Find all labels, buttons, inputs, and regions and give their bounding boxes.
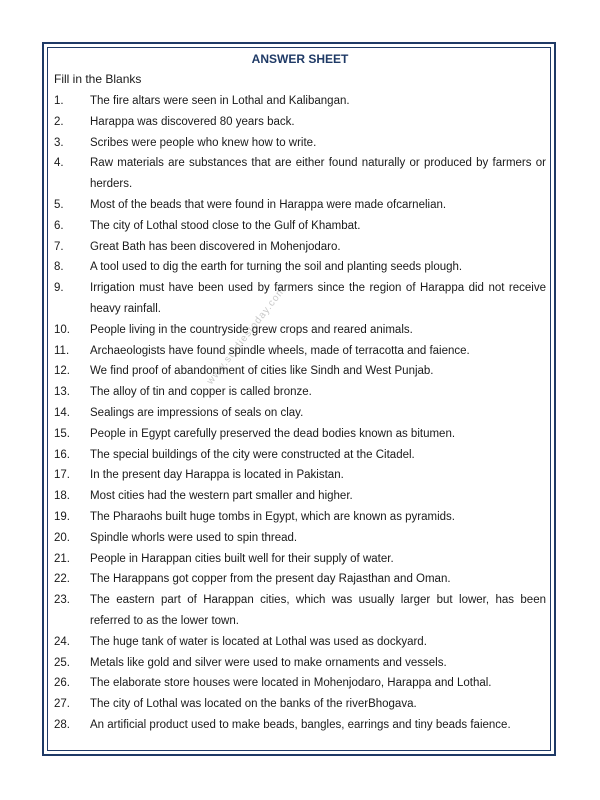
item-number: 3. bbox=[54, 136, 64, 149]
item-number: 24. bbox=[54, 635, 70, 648]
item-text: The Harappans got copper from the present day Rajasthan and Oman. bbox=[90, 573, 451, 586]
item-number: 14. bbox=[54, 406, 70, 419]
list-item bbox=[54, 91, 546, 112]
item-number: 23. bbox=[54, 594, 70, 607]
item-number: 15. bbox=[54, 427, 70, 440]
item-text: The elaborate store houses were located in Mohenjodaro, Harappa and Lothal. bbox=[90, 677, 492, 690]
item-number: 28. bbox=[54, 718, 70, 731]
list-item bbox=[54, 569, 546, 590]
answer-list bbox=[54, 91, 546, 736]
list-item bbox=[54, 341, 546, 362]
list-item bbox=[54, 153, 546, 195]
list-item bbox=[54, 361, 546, 382]
item-number: 20. bbox=[54, 531, 70, 544]
item-text: Harappa was discovered 80 years back. bbox=[90, 115, 295, 128]
list-item bbox=[54, 486, 546, 507]
item-text: The Pharaohs built huge tombs in Egypt, which are known as pyramids. bbox=[90, 510, 455, 523]
item-text: The special buildings of the city were constructed at the Citadel. bbox=[90, 448, 415, 461]
item-text: Sealings are impressions of seals on clay. bbox=[90, 406, 304, 419]
item-number: 2. bbox=[54, 115, 64, 128]
item-number: 25. bbox=[54, 656, 70, 669]
item-text: The city of Lothal stood close to the Gulf of Khambat. bbox=[90, 219, 361, 232]
item-text: Most of the beads that were found in Harappa were made ofcarnelian. bbox=[90, 198, 447, 211]
item-number: 19. bbox=[54, 510, 70, 523]
item-text: Most cities had the western part smaller and higher. bbox=[90, 490, 353, 503]
list-item bbox=[54, 424, 546, 445]
list-item bbox=[54, 673, 546, 694]
item-text: People living in the countryside grew crops and reared animals. bbox=[90, 323, 413, 336]
item-text: The fire altars were seen in Lothal and Kalibangan. bbox=[90, 95, 350, 107]
item-number: 18. bbox=[54, 490, 70, 503]
item-number: 11. bbox=[54, 344, 70, 357]
item-number: 26. bbox=[54, 677, 70, 690]
list-item bbox=[54, 590, 546, 632]
item-number: 7. bbox=[54, 240, 64, 253]
sheet-title: ANSWER SHEET bbox=[251, 52, 349, 66]
item-text: Archaeologists have found spindle wheels, made of terracotta and faience. bbox=[90, 344, 470, 357]
item-number: 12. bbox=[54, 365, 70, 378]
list-item bbox=[54, 257, 546, 278]
item-text: The alloy of tin and copper is called bronze. bbox=[90, 386, 312, 399]
item-number: 1. bbox=[54, 95, 64, 107]
list-item bbox=[54, 632, 546, 653]
list-item bbox=[54, 112, 546, 133]
item-text: Spindle whorls were used to spin thread. bbox=[90, 531, 298, 544]
item-text: The eastern part of Harappan cities, which was usually larger but lower, has been referred to as the lower town. bbox=[90, 594, 546, 627]
item-text: We find proof of abandonment of cities like Sindh and West Punjab. bbox=[90, 365, 434, 378]
item-number: 27. bbox=[54, 698, 70, 711]
item-text: A tool used to dig the earth for turning the soil and planting seeds plough. bbox=[90, 261, 463, 274]
section-heading: Fill in the Blanks bbox=[54, 72, 142, 86]
list-item bbox=[54, 278, 546, 320]
item-text: Raw materials are substances that are either found naturally or produced by farmers or herders. bbox=[90, 157, 546, 191]
list-item bbox=[54, 528, 546, 549]
item-text: People in Harappan cities built well for their supply of water. bbox=[90, 552, 394, 565]
watermark: www.studiestoday.com bbox=[205, 284, 289, 387]
item-text: People in Egypt carefully preserved the dead bodies known as bitumen. bbox=[90, 427, 456, 440]
item-number: 10. bbox=[54, 323, 70, 336]
item-number: 6. bbox=[54, 219, 64, 232]
list-item bbox=[54, 382, 546, 403]
item-number: 22. bbox=[54, 573, 70, 586]
list-item bbox=[54, 320, 546, 341]
list-item bbox=[54, 507, 546, 528]
list-item bbox=[54, 653, 546, 674]
list-item bbox=[54, 403, 546, 424]
list-item bbox=[54, 195, 546, 216]
item-text: Irrigation must have been used by farmers since the region of Harappa did not receive heavy rainfall. bbox=[90, 282, 546, 315]
item-number: 5. bbox=[54, 198, 64, 211]
item-text: Metals like gold and silver were used to make ornaments and vessels. bbox=[90, 656, 447, 669]
item-text: The city of Lothal was located on the banks of the riverBhogava. bbox=[90, 698, 417, 711]
item-text: Great Bath has been discovered in Mohenjodaro. bbox=[90, 240, 341, 253]
item-number: 9. bbox=[54, 282, 64, 295]
item-text: The huge tank of water is located at Lothal was used as dockyard. bbox=[90, 635, 427, 648]
item-text: In the present day Harappa is located in Pakistan. bbox=[90, 469, 344, 482]
item-text: An artificial product used to make beads, bangles, earrings and tiny beads faience. bbox=[90, 718, 511, 731]
item-number: 4. bbox=[54, 157, 64, 170]
item-text: Scribes were people who knew how to write. bbox=[90, 136, 317, 149]
item-number: 8. bbox=[54, 261, 64, 274]
item-number: 21. bbox=[54, 552, 70, 565]
item-number: 17. bbox=[54, 469, 70, 482]
list-item bbox=[54, 694, 546, 715]
item-number: 16. bbox=[54, 448, 70, 461]
list-item bbox=[54, 465, 546, 486]
answer-sheet bbox=[54, 50, 546, 736]
list-item bbox=[54, 715, 546, 736]
item-number: 13. bbox=[54, 386, 70, 399]
list-item bbox=[54, 216, 546, 237]
list-item bbox=[54, 133, 546, 154]
list-item bbox=[54, 237, 546, 258]
list-item bbox=[54, 445, 546, 466]
list-item bbox=[54, 549, 546, 570]
